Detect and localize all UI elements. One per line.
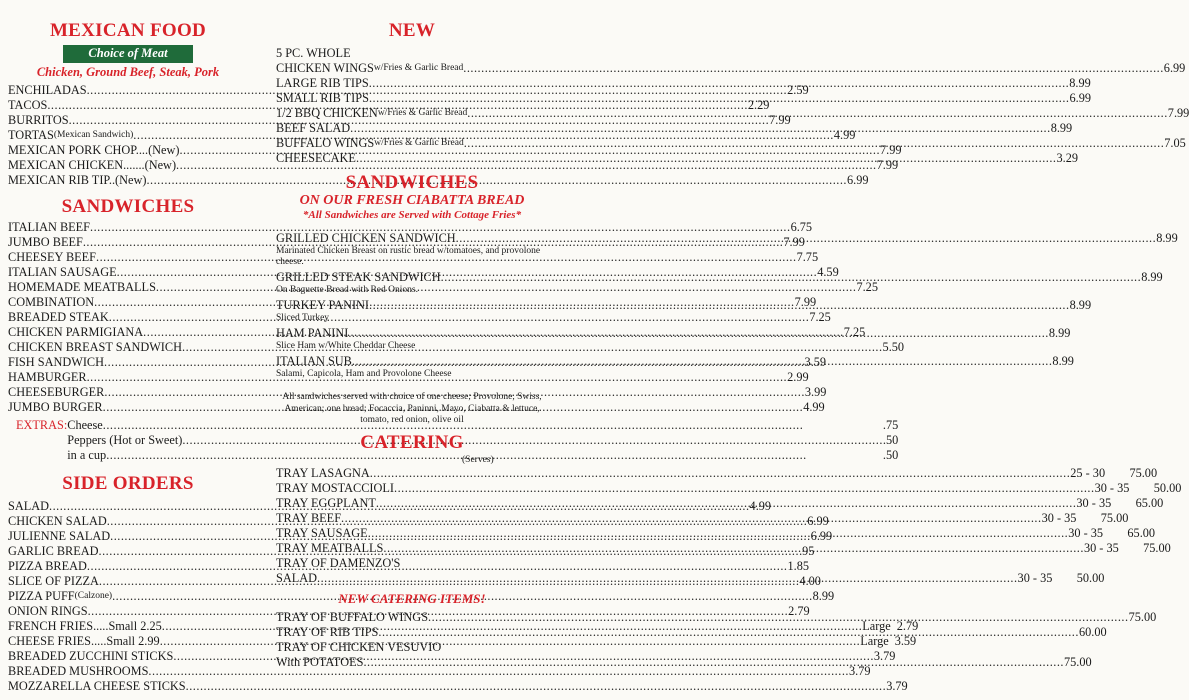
item-price: 8.99 (1048, 326, 1071, 340)
dot-leader (376, 496, 1077, 511)
item-name: Cheese (67, 418, 103, 432)
menu-item-row (8, 400, 825, 415)
item-name: PIZZA PUFF (8, 589, 75, 603)
item-name: PIZZA BREAD (8, 559, 87, 573)
item-price: 7.99 (880, 143, 902, 157)
item-note: w/Fries & Garlic Bread (377, 108, 468, 118)
item-name: TRAY MEATBALLS (276, 540, 384, 555)
item-price: 3.59 (804, 355, 827, 369)
item-price: 7.25 (809, 310, 831, 324)
item-name: TRAY MOSTACCIOLI (276, 480, 395, 495)
dot-leader (394, 481, 1095, 496)
mexican-food-title: MEXICAN FOOD (49, 20, 207, 41)
extras-label: EXTRAS: (16, 418, 68, 432)
item-price: 7.05 (1164, 136, 1186, 150)
vesuvio-line-1 (276, 640, 548, 655)
item-name: SLICE OF PIZZA (8, 574, 99, 588)
item-description: Sliced Turkey (276, 313, 330, 323)
item-name: TRAY OF RIB TIPS (276, 624, 379, 639)
item-price: 7.25 (856, 280, 878, 294)
item-price: 8.99 (1141, 270, 1163, 284)
item-name: Peppers (Hot or Sweet) (67, 433, 183, 447)
item-name: CHEESE FRIES.....Small 2.99 (8, 634, 160, 648)
item-price: 8.99 (1069, 298, 1092, 312)
item-price: 65.00 (1127, 525, 1156, 540)
dot-leader (467, 106, 1168, 121)
item-price: 8.99 (812, 589, 835, 603)
item-price: 7.99 (783, 235, 805, 249)
dot-leader (428, 610, 1129, 625)
ciabatta-subtitle: ON OUR FRESH CIABATTA BREAD (299, 193, 525, 208)
dot-leader (369, 76, 1070, 91)
item-name: BUFFALO WINGS (276, 136, 375, 150)
item-name: CHICKEN PARMIGIANA (8, 325, 144, 339)
dot-leader (441, 270, 1142, 285)
item-price: 7.99 (1167, 106, 1189, 120)
dot-leader (378, 625, 1079, 640)
new-heading-text: 5 PC. WHOLE (276, 46, 351, 60)
item-serves: 30 - 35 (1068, 525, 1104, 540)
item-description: Marinated Chicken Breast on rustic bread w/tomatoes, and provolone cheese. (276, 246, 541, 267)
item-price: 6.99 (807, 514, 829, 528)
ciabatta-sandwiches-title: SANDWICHES (345, 172, 479, 193)
item-name: JULIENNE SALAD (8, 529, 111, 543)
item-name: MEXICAN RIB TIP..(New) (8, 173, 147, 187)
item-name: JUMBO BURGER (8, 400, 103, 414)
item-price: .75 (882, 418, 899, 432)
meat-options: Chicken, Ground Beef, Steak, Pork (36, 65, 220, 79)
item-name: BREADED ZUCCHINI STICKS (8, 649, 174, 663)
item-serves: 30 - 35 (1041, 510, 1077, 525)
item-description: Salami, Capicola, Ham and Provolone Cheese (276, 369, 452, 379)
menu-item-row (276, 106, 1189, 121)
item-name: TRAY SAUSAGE (276, 525, 368, 540)
dot-leader (370, 466, 1071, 481)
item-name: CHEESEBURGER (8, 385, 105, 399)
item-name: ENCHILADAS (8, 83, 87, 97)
item-name: COMBINATION (8, 295, 95, 309)
item-name: HOMEMADE MEATBALLS (8, 280, 156, 294)
cottage-fries-note: *All Sandwiches are Served with Cottage Fries* (302, 209, 522, 221)
item-name: MEXICAN PORK CHOP....(New) (8, 143, 180, 157)
menu-item-row (276, 465, 1158, 481)
item-price: 75.00 (1143, 540, 1171, 555)
item-name: BURRITOS (8, 113, 69, 127)
item-name: HAMBURGER (8, 370, 87, 384)
item-name: in a cup (67, 448, 107, 462)
item-name: ITALIAN BEEF (8, 220, 91, 234)
item-name: TURKEY PANINI (276, 298, 370, 312)
dot-leader (369, 91, 1070, 106)
item-price: 2.29 (747, 98, 770, 112)
item-description: Slice Ham w/White Cheddar Cheese (276, 341, 416, 351)
item-name: BEEF SALAD (276, 121, 351, 135)
dot-leader (369, 298, 1070, 313)
item-price: 4.00 (799, 574, 821, 588)
item-name: GRILLED CHICKEN SANDWICH (276, 231, 456, 245)
item-price: 50.00 (1076, 570, 1105, 585)
item-price: 2.99 (787, 370, 809, 384)
item-price: 75.00 (1128, 609, 1157, 624)
item-price: 2.59 (787, 83, 809, 97)
dot-leader (356, 151, 1057, 166)
dot-leader (341, 511, 1042, 526)
vesuvio-line-1-text: TRAY OF CHICKEN VESUVIO (276, 639, 442, 654)
item-serves: 30 - 35 (1017, 570, 1053, 585)
item-price: 6.99 (810, 529, 833, 543)
damenzo-line-1-text: TRAY OF DAMENZO'S (276, 555, 401, 570)
item-name: With POTATOES (276, 654, 364, 669)
item-description: On Baguette Bread with Red Onions. (276, 285, 418, 295)
item-name: 1/2 BBQ CHICKEN (276, 106, 378, 120)
item-price: 3.29 (1056, 151, 1079, 165)
item-price: 8.99 (1050, 121, 1073, 135)
item-name: TRAY LASAGNA (276, 465, 370, 480)
item-price: 75.00 (1100, 510, 1129, 525)
item-serves: 30 - 35 (1076, 495, 1112, 510)
item-price: 6.75 (790, 220, 813, 234)
item-name: CHICKEN SALAD (8, 514, 107, 528)
item-price: 4.99 (803, 400, 825, 414)
menu-item-row (276, 480, 1182, 496)
item-name: TRAY EGGPLANT (276, 495, 376, 510)
item-price: 3.79 (848, 664, 871, 678)
new-title: NEW (388, 20, 436, 41)
item-price: 7.99 (876, 158, 899, 172)
item-name: CHICKEN WINGS (276, 61, 374, 75)
new-heading (276, 46, 548, 61)
size-label: Large (862, 619, 891, 633)
item-price: 5.50 (882, 340, 905, 354)
item-price: .50 (882, 448, 899, 462)
sandwiches-title: SANDWICHES (61, 196, 195, 217)
item-price: 4.99 (833, 128, 856, 142)
item-name: TACOS (8, 98, 48, 112)
item-name: TRAY BEEF (276, 510, 342, 525)
serves-label: (Serves) (462, 454, 494, 465)
choice-of-meat-badge: Choice of Meat (63, 45, 193, 63)
damenzo-line-1 (276, 556, 548, 571)
dot-leader (463, 61, 1164, 76)
item-price: 50.00 (1153, 480, 1182, 495)
menu-item-row (8, 385, 827, 400)
item-name: ONION RINGS (8, 604, 88, 618)
item-price: 7.25 (843, 325, 866, 339)
dot-leader (368, 526, 1069, 541)
dot-leader (363, 655, 1064, 670)
item-name: BREADED STEAK (8, 310, 109, 324)
item-price: 6.99 (847, 173, 869, 187)
item-name: GARLIC BREAD (8, 544, 99, 558)
item-price: 3.59 (894, 634, 917, 648)
dot-leader (348, 326, 1049, 341)
item-name: ITALIAN SUB (276, 354, 352, 368)
item-price: 3.79 (873, 649, 896, 663)
item-note: w/Fries & Garlic Bread (373, 63, 464, 73)
item-name: CHEESEY BEEF (8, 250, 97, 264)
menu-item-row (276, 61, 1186, 76)
dot-leader (352, 354, 1053, 369)
item-serves: 25 - 30 (1070, 465, 1106, 480)
item-note: (Calzone) (74, 591, 113, 601)
item-name: BREADED MUSHROOMS (8, 664, 149, 678)
item-name: SMALL RIB TIPS (276, 91, 369, 105)
item-price: 3.99 (804, 385, 827, 399)
item-name: TRAY OF BUFFALO WINGS (276, 609, 429, 624)
item-price: 75.00 (1064, 654, 1092, 669)
item-price: 75.00 (1129, 465, 1158, 480)
item-name: FRENCH FRIES.....Small 2.25 (8, 619, 162, 633)
item-price: 8.99 (1156, 231, 1178, 245)
item-name: TORTAS (8, 128, 54, 142)
item-price: 7.99 (769, 113, 791, 127)
item-note: w/Fries & Garlic Bread (374, 138, 464, 148)
item-name: FISH SANDWICH (8, 355, 104, 369)
item-serves: 30 - 35 (1083, 540, 1119, 555)
item-name: ITALIAN SAUSAGE (8, 265, 117, 279)
dot-leader (317, 571, 1018, 586)
item-name: MOZZARELLA CHEESE STICKS (8, 679, 186, 693)
item-serves: 30 - 35 (1094, 480, 1130, 495)
item-price: 60.00 (1078, 624, 1107, 639)
item-price: 4.59 (817, 265, 839, 279)
dot-leader (383, 541, 1084, 556)
item-note: (Mexican Sandwich) (53, 130, 134, 140)
menu-item-row (8, 220, 813, 235)
item-price: 2.79 (896, 619, 919, 633)
item-price: 6.99 (1069, 91, 1092, 105)
catering-title: CATERING (360, 431, 464, 453)
side-orders-title: SIDE ORDERS (62, 473, 194, 494)
item-price: 2.79 (788, 604, 810, 618)
menu-item-row (8, 679, 908, 694)
item-price: 65.00 (1135, 495, 1164, 510)
item-name: LARGE RIB TIPS (276, 76, 369, 90)
item-price: .50 (882, 433, 899, 447)
item-name: JUMBO BEEF (8, 235, 83, 249)
item-name: GRILLED STEAK SANDWICH (276, 270, 441, 284)
item-name: MEXICAN CHICKEN.......(New) (8, 158, 177, 172)
item-name: CHEESECAKE (276, 151, 356, 165)
dot-leader (464, 136, 1165, 151)
item-price: 1.85 (787, 559, 809, 573)
item-price: 8.99 (1069, 76, 1091, 90)
size-label: Large (860, 634, 889, 648)
item-price: 6.99 (1163, 61, 1186, 75)
item-price: 3.79 (886, 679, 908, 693)
cheese-bread-note: All sandwiches served with choice of one cheese; Provolone, Swiss, American; one bread; Focaccia, Paninni, Mayo, Ciabatta & lettuce, tomato, red onion, olive oil (282, 392, 542, 425)
dot-leader (186, 679, 887, 694)
item-name: CHICKEN BREAST SANDWICH (8, 340, 182, 354)
item-price: 8.99 (1052, 354, 1074, 368)
item-name: HAM PANINI (276, 326, 349, 340)
item-price: 7.99 (794, 295, 817, 309)
dot-leader (456, 231, 1157, 246)
new-catering-title: NEW CATERING ITEMS! (338, 590, 486, 606)
menu-item-row (8, 664, 871, 679)
dot-leader (350, 121, 1051, 136)
item-name: SALAD (276, 570, 317, 585)
item-price: 4.99 (749, 499, 772, 513)
item-name: SALAD (8, 499, 49, 513)
item-price: 7.75 (796, 250, 819, 264)
item-price: .95 (799, 544, 815, 558)
